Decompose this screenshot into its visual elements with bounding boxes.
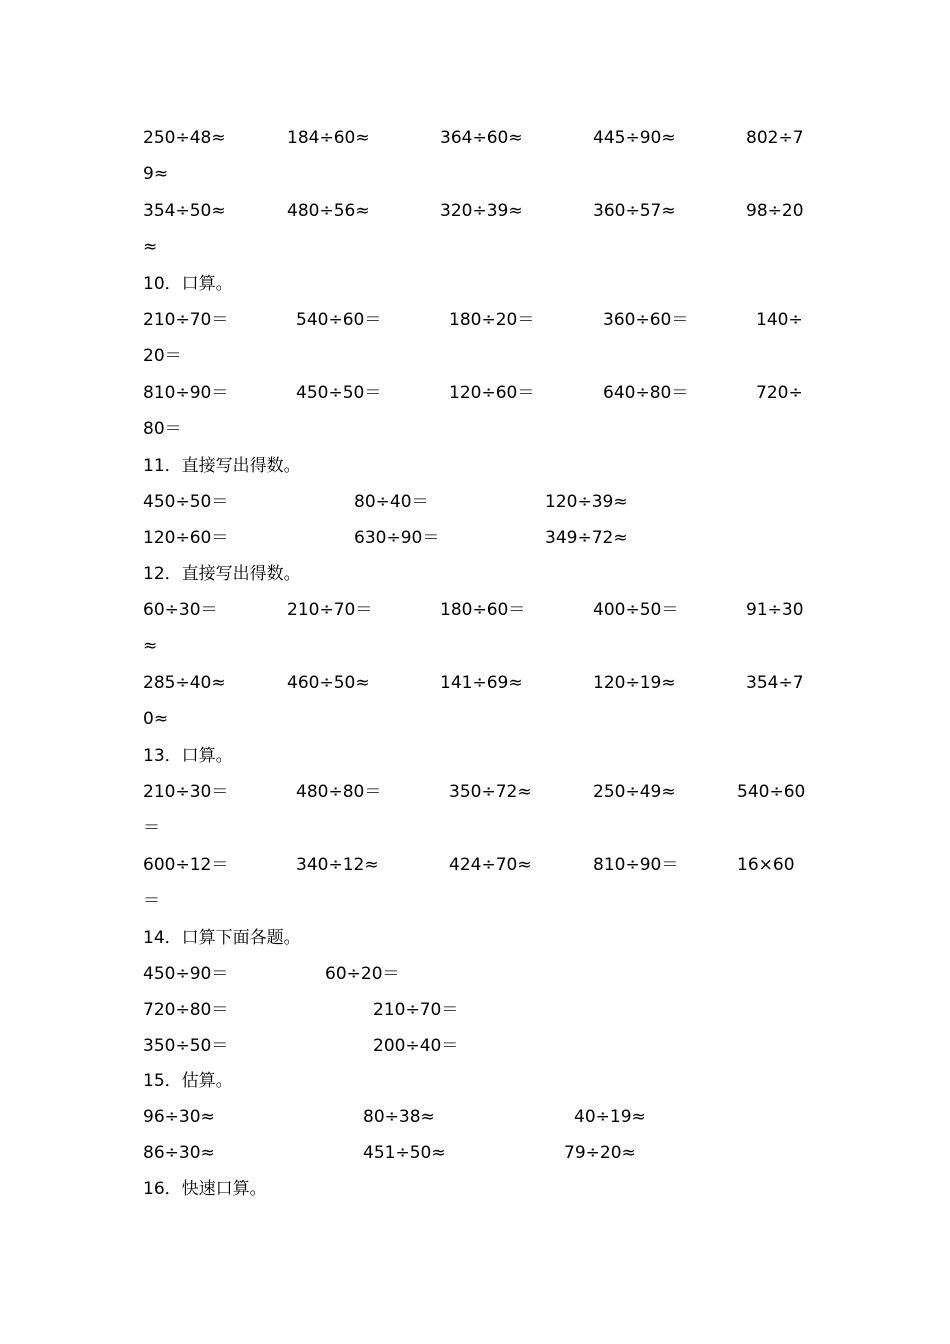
problem-wrap: ＝ — [143, 891, 160, 911]
problem: 802÷7 — [746, 128, 804, 148]
problem: 810÷90＝ — [143, 383, 229, 403]
problem: 80÷38≈ — [363, 1107, 435, 1127]
problem: 349÷72≈ — [545, 528, 628, 548]
problem: 450÷50＝ — [143, 492, 229, 512]
problem-wrap: ≈ — [143, 636, 158, 656]
problem: 360÷57≈ — [593, 201, 676, 221]
problem: 60÷20＝ — [325, 964, 400, 984]
problem: 354÷50≈ — [143, 201, 226, 221]
problem: 210÷70＝ — [373, 1000, 459, 1020]
question-title: 10．口算。 — [143, 274, 233, 294]
problem: 320÷39≈ — [440, 201, 523, 221]
problem: 60÷30＝ — [143, 600, 218, 620]
problem: 350÷50＝ — [143, 1036, 229, 1056]
problem: 450÷90＝ — [143, 964, 229, 984]
problem: 86÷30≈ — [143, 1143, 215, 1163]
problem: 720÷ — [756, 383, 803, 403]
problem-wrap: ＝ — [143, 818, 160, 838]
problem: 200÷40＝ — [373, 1036, 459, 1056]
problem: 141÷69≈ — [440, 673, 523, 693]
problem: 350÷72≈ — [449, 782, 532, 802]
problem: 720÷80＝ — [143, 1000, 229, 1020]
problem: 424÷70≈ — [449, 855, 532, 875]
question-title: 12．直接写出得数。 — [143, 564, 301, 584]
problem-wrap: 20＝ — [143, 346, 182, 366]
problem: 460÷50≈ — [287, 673, 370, 693]
problem: 400÷50＝ — [593, 600, 679, 620]
problem: 91÷30 — [746, 600, 804, 620]
problem: 210÷70＝ — [143, 310, 229, 330]
question-title: 11．直接写出得数。 — [143, 456, 301, 476]
problem: 250÷49≈ — [593, 782, 676, 802]
problem: 640÷80＝ — [603, 383, 689, 403]
problem: 285÷40≈ — [143, 673, 226, 693]
question-title: 16．快速口算。 — [143, 1179, 267, 1199]
problem: 480÷80＝ — [296, 782, 382, 802]
problem: 40÷19≈ — [574, 1107, 646, 1127]
problem: 210÷70＝ — [287, 600, 373, 620]
problem-wrap: ≈ — [143, 237, 158, 257]
problem: 210÷30＝ — [143, 782, 229, 802]
problem: 250÷48≈ — [143, 128, 226, 148]
problem: 120÷19≈ — [593, 673, 676, 693]
problem: 16×60 — [737, 855, 795, 875]
problem: 140÷ — [756, 310, 803, 330]
problem: 480÷56≈ — [287, 201, 370, 221]
question-title: 13．口算。 — [143, 746, 233, 766]
problem: 630÷90＝ — [354, 528, 440, 548]
problem: 120÷39≈ — [545, 492, 628, 512]
problem: 364÷60≈ — [440, 128, 523, 148]
question-title: 14．口算下面各题。 — [143, 928, 301, 948]
problem: 450÷50＝ — [296, 383, 382, 403]
problem: 180÷60＝ — [440, 600, 526, 620]
question-title: 15．估算。 — [143, 1071, 233, 1091]
problem: 96÷30≈ — [143, 1107, 215, 1127]
problem: 120÷60＝ — [143, 528, 229, 548]
problem: 180÷20＝ — [449, 310, 535, 330]
problem: 445÷90≈ — [593, 128, 676, 148]
problem-wrap: 9≈ — [143, 164, 169, 184]
problem-wrap: 80＝ — [143, 419, 182, 439]
problem: 540÷60＝ — [296, 310, 382, 330]
problem: 600÷12＝ — [143, 855, 229, 875]
problem: 354÷7 — [746, 673, 804, 693]
problem: 120÷60＝ — [449, 383, 535, 403]
problem: 540÷60 — [737, 782, 806, 802]
problem: 184÷60≈ — [287, 128, 370, 148]
problem: 80÷40＝ — [354, 492, 429, 512]
problem: 451÷50≈ — [363, 1143, 446, 1163]
problem: 340÷12≈ — [296, 855, 379, 875]
problem: 810÷90＝ — [593, 855, 679, 875]
problem: 360÷60＝ — [603, 310, 689, 330]
problem: 98÷20 — [746, 201, 804, 221]
problem-wrap: 0≈ — [143, 709, 169, 729]
problem: 79÷20≈ — [564, 1143, 636, 1163]
